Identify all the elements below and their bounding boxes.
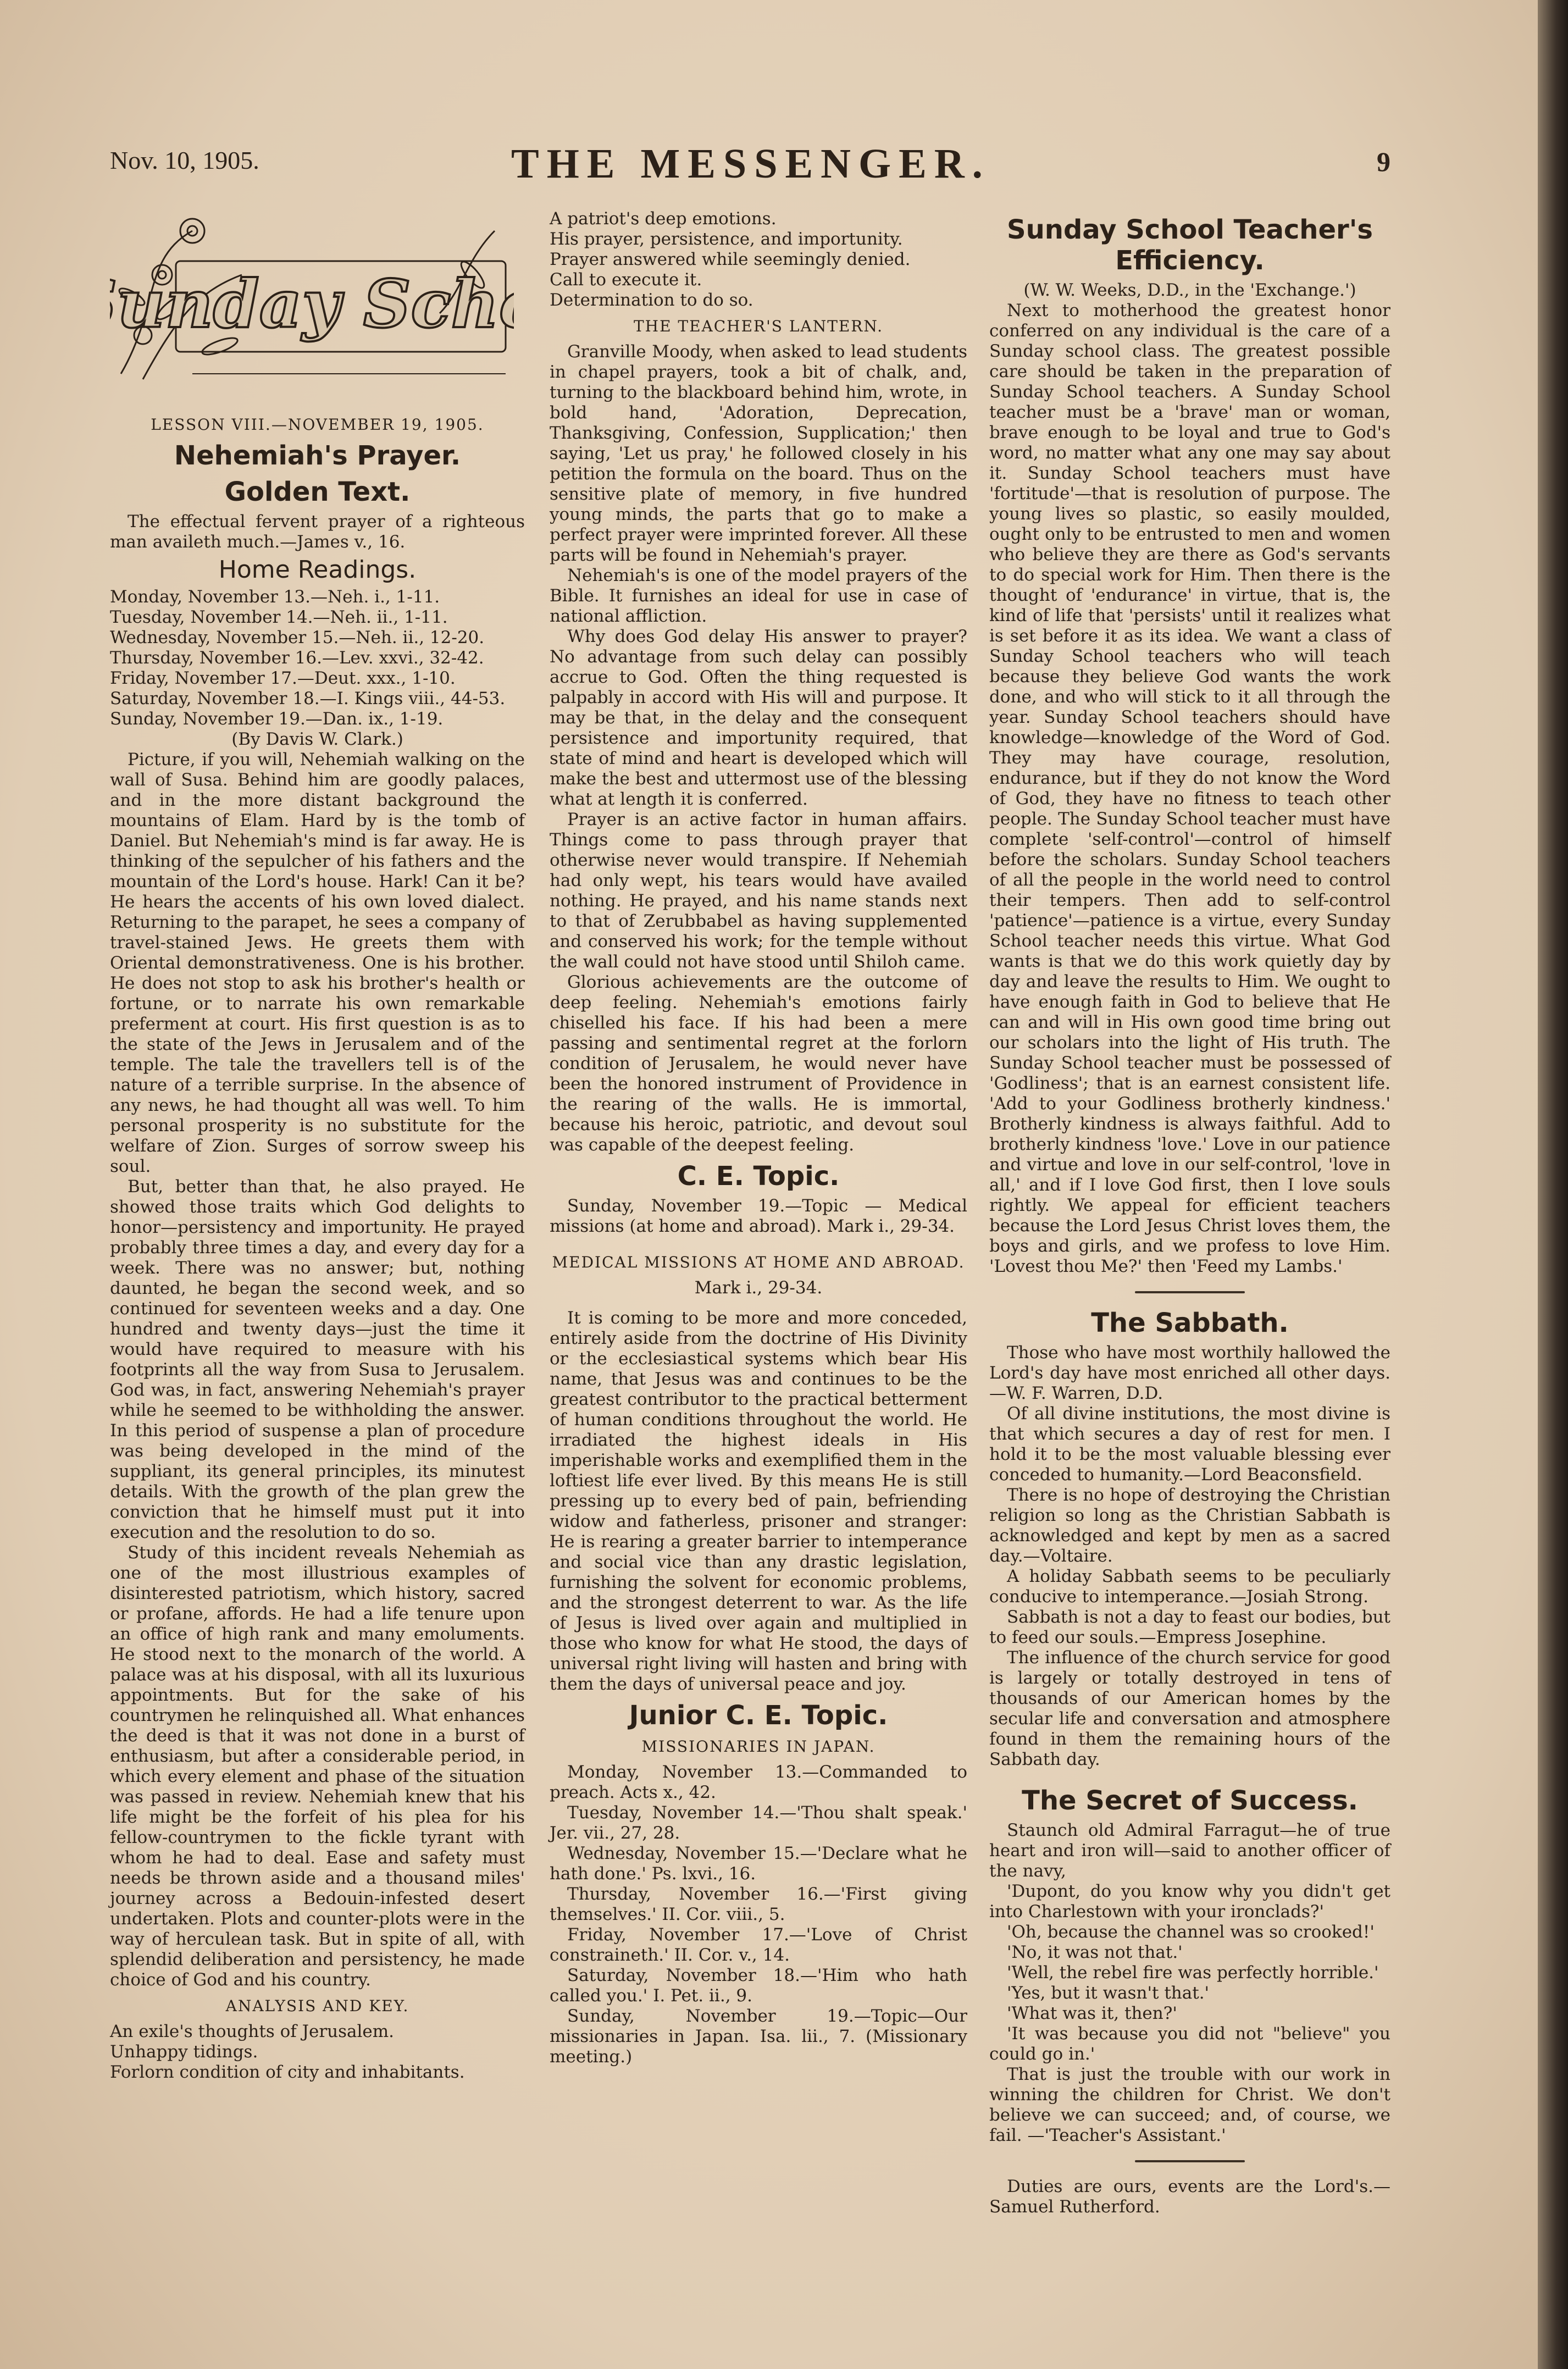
sabbath-item: A holiday Sabbath seems to be peculiarly conducive to intemperance.—Josiah Strong.	[989, 1567, 1390, 1607]
column-3	[989, 209, 1390, 2217]
key-item: Unhappy tidings.	[110, 2042, 258, 2062]
sabbath-item: Those who have most worthily hallowed the Lord's day have most enriched all other days. —W. F. Warren, D.D.	[989, 1343, 1390, 1403]
closing-quote: Duties are ours, events are the Lord's.—Samuel Rutherford.	[989, 2177, 1390, 2217]
key-item: An exile's thoughts of Jerusalem.	[110, 2022, 395, 2041]
paragraph: Next to motherhood the greatest honor conferred on any individual is the care of a Sunday school class. The greatest possible care should be taken in the preparation of Sunday School teachers. A Sunday School teacher must be a 'brave' man or woman, brave enough to be loyal and true to God's word, no matter what any one may say about it. Sunday School teachers must have 'fortitude'—that is resolution of purpose. The young lives so plastic, so easily moulded, ought only to be entrusted to men and women who believe they are there as God's servants to do special work for Him. Then there is the thought of 'endurance' in virtue, that is, the kind of life that 'persists' until it realizes what is set before it as its idea. We want a class of Sunday School teachers who will teach because they believe God wants the work done, and who will stick to it all through the year. Sunday School teachers should have knowledge—knowledge of the Word of God. They may have courage, resolution, endurance, but if they do not know the Word of God, they have no fitness to teach other people. The Sunday School teacher must have complete 'self-control'—control of himself before the scholars. Sunday School teachers of all the people in the world need to control their tempers. Then add to self-control 'patience'—patience is a virtue, every Sunday School teacher needs this virtue. What God wants is that we do this work quietly day by day and leave the results to Him. We ought to have enough faith in God to believe that He can and will in His own good time bring out our scholars into the light of His truth. The Sunday School teacher must be possessed of 'Godliness'; that is an earnest consistent life. 'Add to your Godliness brotherly kindness.' Brotherly kindness is always faithful. Add to brotherly kindness 'love.' Love in our patience and virtue and love in our self-control, 'love in all,' and if I love God first, then I love souls rightly. We appeal for efficient teachers because the Lord Jesus Christ loves them, the boys and girls, and we profess to love Him. 'Lovest thou Me?' then 'Feed my Lambs.'	[989, 301, 1390, 1276]
reading-item: Friday, November 17.—Deut. xxx., 1-10.	[110, 668, 456, 688]
medical-missions-ref: Mark i., 29-34.	[694, 1278, 823, 1298]
paragraph: Picture, if you will, Nehemiah walking on the wall of Susa. Behind him are goodly palaces, and in the more distant background the mountains of Elam. Hard by is the tomb of Daniel. But Nehemiah's mind is far away. He is thinking of the sepulcher of his fathers and the mountain of the Lord's house. Hark! Can it be? He hears the accents of his own loved dialect. Returning to the parapet, he sees a company of travel-stained Jews. He greets them with Oriental demonstrativeness. One is his brother. He does not stop to ask his brother's health or fortune, or to narrate his own remarkable preferment at court. His first question is as to the state of the Jews in Jerusalem and of the temple. The tale the travellers tell is of the nature of a terrible surprise. In the absence of any news, he had thought all was well. To him personal prosperity is no substitute for the welfare of Zion. Surges of sorrow sweep his soul.	[110, 750, 525, 1176]
reading-item: Tuesday, November 14.—Neh. ii., 1-11.	[110, 607, 448, 627]
reading-item: Thursday, November 16.—Lev. xxvi., 32-42.	[110, 648, 484, 668]
masthead-title: THE MESSENGER.	[511, 141, 990, 187]
paragraph: Granville Moody, when asked to lead students in chapel prayers, took a bit of chalk, and, turning to the blackboard behind him, wrote, in bold hand, 'Adoration, Deprecation, Thanksgiving, Confession, Supplication;' then saying, 'Let us pray,' he followed closely in his petition the formula on the board. Thus on the sensitive plate of memory, in five hundred young minds, the parts that go to make a perfect prayer were imprinted forever. All these parts will be found in Nehemiah's prayer.	[550, 342, 967, 565]
lesson-title: Nehemiah's Prayer.	[174, 440, 461, 471]
sunday-school-banner-icon	[110, 209, 514, 390]
golden-text-heading: Golden Text.	[224, 477, 411, 507]
home-readings-heading: Home Readings.	[218, 556, 417, 584]
secret-item: 'Well, the rebel fire was perfectly horrible.'	[1007, 1963, 1379, 1983]
column-1	[110, 209, 525, 2083]
secret-item: 'What was it, then?'	[1007, 2003, 1177, 2023]
key-item: Call to execute it.	[550, 270, 702, 290]
japan-item: Wednesday, November 15.—'Declare what he hath done.' Ps. lxvi., 16.	[550, 1844, 967, 1884]
key-item: Prayer answered while seemingly denied.	[550, 250, 911, 269]
secret-item: 'Dupont, do you know why you didn't get into Charlestown with your ironclads?'	[989, 1881, 1390, 1922]
japan-item: Monday, November 13.—Commanded to preach. Acts x., 42.	[550, 1762, 967, 1802]
ce-topic-text: Sunday, November 19.—Topic — Medical missions (at home and abroad). Mark i., 29-34.	[550, 1196, 967, 1236]
paragraph: Glorious achievements are the outcome of deep feeling. Nehemiah's emotions fairly chiselled his face. If his had been a mere passing and sentimental regret at the forlorn condition of Jerusalem, he would never have been the honored instrument of Providence in the rearing of the walls. He is immortal, because his heroic, patriotic, and devout soul was capable of the deepest feeling.	[550, 972, 967, 1155]
paragraph: Study of this incident reveals Nehemiah as one of the most illustrious examples of disinterested patriotism, which history, sacred or profane, affords. He had a life tenure upon an office of high rank and many emoluments. He stood next to the monarch of the world. A palace was at his disposal, with all its luxurious appointments. But for the sake of his countrymen he relinquished all. What enhances the deed is that it was not done in a burst of enthusiasm, but after a considerable period, in which every element and phase of the situation was passed in review. Nehemiah knew that his life might be the forfeit of his plea for his fellow-countrymen to the fickle tyrant with whom he had to deal. Ease and safety must needs be thrown aside and a thousand miles' journey across a Bedouin-infested desert undertaken. Plots and counter-plots were in the way of herculean task. But in spite of all, with splendid deliberation and persistency, he made choice of God and his country.	[110, 1543, 525, 1990]
secret-of-success-heading: The Secret of Success.	[1022, 1785, 1358, 1816]
home-readings-list	[110, 587, 525, 729]
lesson-line: LESSON VIII.—NOVEMBER 19, 1905.	[151, 416, 484, 434]
issue-date: Nov. 10, 1905.	[110, 146, 259, 174]
ce-topic-heading: C. E. Topic.	[677, 1161, 840, 1192]
divider	[1135, 2160, 1245, 2162]
key-item: A patriot's deep emotions.	[550, 209, 777, 229]
page-header	[110, 140, 1390, 190]
secret-item: 'Yes, but it wasn't that.'	[1007, 1983, 1210, 2003]
sabbath-item: There is no hope of destroying the Christian religion so long as the Christian Sabbath is acknowledged and kept by men as a sacred day.—Voltaire.	[989, 1485, 1390, 1566]
sabbath-item: Sabbath is not a day to feast our bodies, but to feed our souls.—Empress Josephine.	[989, 1607, 1390, 1647]
secret-item: Staunch old Admiral Farragut—he of true heart and iron will—said to another officer of the navy,	[989, 1820, 1390, 1881]
key-item: Determination to do so.	[550, 290, 753, 310]
japan-item: Tuesday, November 14.—'Thou shalt speak.' Jer. vii., 27, 28.	[550, 1803, 967, 1843]
reading-item: Saturday, November 18.—I. Kings viii., 44-53.	[110, 689, 506, 709]
secret-item: 'No, it was not that.'	[1007, 1942, 1183, 1962]
banner-text: unday Sch	[117, 265, 499, 343]
junior-ce-heading: Junior C. E. Topic.	[629, 1700, 888, 1731]
medical-missions-heading: MEDICAL MISSIONS AT HOME AND ABROAD.	[552, 1253, 965, 1271]
paragraph: It is coming to be more and more conceded, entirely aside from the doctrine of His Divinity or the ecclesiastical systems which bear His name, that Jesus was and continues to be the greatest contributor to the practical betterment of human conditions throughout the world. He irradiated the highest ideals in His imperishable works and exemplified them in the loftiest life ever lived. By this means He is still pressing up to every bed of pain, befriending widow and fatherless, prisoner and stranger: He is rearing a greater barrier to intemperance and social vice than any drastic legislation, furnishing the solvent for economic problems, and the strongest deterrent to war. As the life of Jesus is lived over again and multiplied in those who know for what He stood, the days of universal right living will hasten and bring with them the days of universal peace and joy.	[550, 1308, 967, 1694]
teacher-source: (W. W. Weeks, D.D., in the 'Exchange.')	[1023, 280, 1356, 300]
paragraph: Nehemiah's is one of the model prayers of the Bible. It furnishes an ideal for use in case of national affliction.	[550, 566, 967, 626]
secret-item: 'It was because you did not "believe" you could go in.'	[989, 2024, 1390, 2064]
key-item: Forlorn condition of city and inhabitants.	[110, 2062, 465, 2082]
japan-item: Friday, November 17.—'Love of Christ constraineth.' II. Cor. v., 14.	[550, 1925, 967, 1965]
page-number: 9	[1377, 146, 1390, 177]
paragraph: Why does God delay His answer to prayer? No advantage from such delay can possibly accrue to God. Often the thing requested is palpably in accord with His will and purpose. It may be that, in the delay and the consequent persistence and importunity required, that state of mind and heart is developed which will make the best and uttermost use of the blessing what at length it is conferred.	[550, 627, 967, 809]
sabbath-item: Of all divine institutions, the most divine is that which secures a day of rest for men. I hold it to be the most valuable blessing ever conceded to humanity.—Lord Beaconsfield.	[989, 1404, 1390, 1485]
page-edge	[1538, 0, 1568, 2369]
divider	[1135, 1291, 1245, 1293]
japan-heading: MISSIONARIES IN JAPAN.	[641, 1737, 876, 1756]
golden-text: The effectual fervent prayer of a righteous man availeth much.—James v., 16.	[110, 512, 525, 552]
paragraph: But, better than that, he also prayed. He showed those traits which God delights to honor—persistency and importunity. He prayed probably three times a day, and every day for a week. There was no answer; but, nothing daunted, he began the second week, and so continued for seventeen weeks and a day. One hundred and twenty days—just the time it would have required to measure with his footprints all the way from Susa to Jerusalem. God was, in fact, answering Nehemiah's prayer while he seemed to be withholding the answer. In this period of suspense a plan of procedure was being developed in the mind of the suppliant, its general principles, its minutest details. With the growth of the plan grew the conviction that he himself must put it into execution and the resolution to do so.	[110, 1177, 525, 1542]
byline: (By Davis W. Clark.)	[231, 729, 403, 749]
japan-item: Saturday, November 18.—'Him who hath called you.' I. Pet. ii., 9.	[550, 1966, 967, 2006]
reading-item: Wednesday, November 15.—Neh. ii., 12-20.	[110, 628, 485, 647]
secret-item: That is just the trouble with our work in winning the children for Christ. We don't believe we can succeed; and, of course, we fail. —'Teacher's Assistant.'	[989, 2064, 1390, 2145]
teacher-efficiency-heading: Sunday School Teacher's Efficiency.	[1007, 214, 1373, 276]
analysis-heading: ANALYSIS AND KEY.	[225, 1997, 409, 2015]
lantern-heading: THE TEACHER'S LANTERN.	[633, 317, 884, 335]
reading-item: Sunday, November 19.—Dan. ix., 1-19.	[110, 709, 444, 729]
japan-item: Thursday, November 16.—'First giving themselves.' II. Cor. viii., 5.	[550, 1884, 967, 1924]
column-2	[550, 209, 967, 2067]
reading-item: Monday, November 13.—Neh. i., 1-11.	[110, 587, 440, 607]
japan-item: Sunday, November 19.—Topic—Our missionaries in Japan. Isa. lii., 7. (Missionary meeting.)	[550, 2006, 967, 2067]
paragraph: Prayer is an active factor in human affairs. Things come to pass through prayer that otherwise never would transpire. If Nehemiah had only wept, his tears would have availed nothing. He prayed, and his name stands next to that of Zerubbabel as having supplemented and conserved his work; for the temple without the wall could not have stood until Shiloh came.	[550, 810, 967, 972]
sabbath-item: The influence of the church service for good is largely or totally destroyed in tens of thousands of our American homes by the secular life and conversation and atmosphere found in them the remaining hours of the Sabbath day.	[989, 1648, 1390, 1769]
secret-item: 'Oh, because the channel was so crooked!'	[1007, 1922, 1375, 1942]
key-item: His prayer, persistence, and importunity.	[550, 229, 903, 249]
sabbath-heading: The Sabbath.	[1091, 1308, 1289, 1338]
